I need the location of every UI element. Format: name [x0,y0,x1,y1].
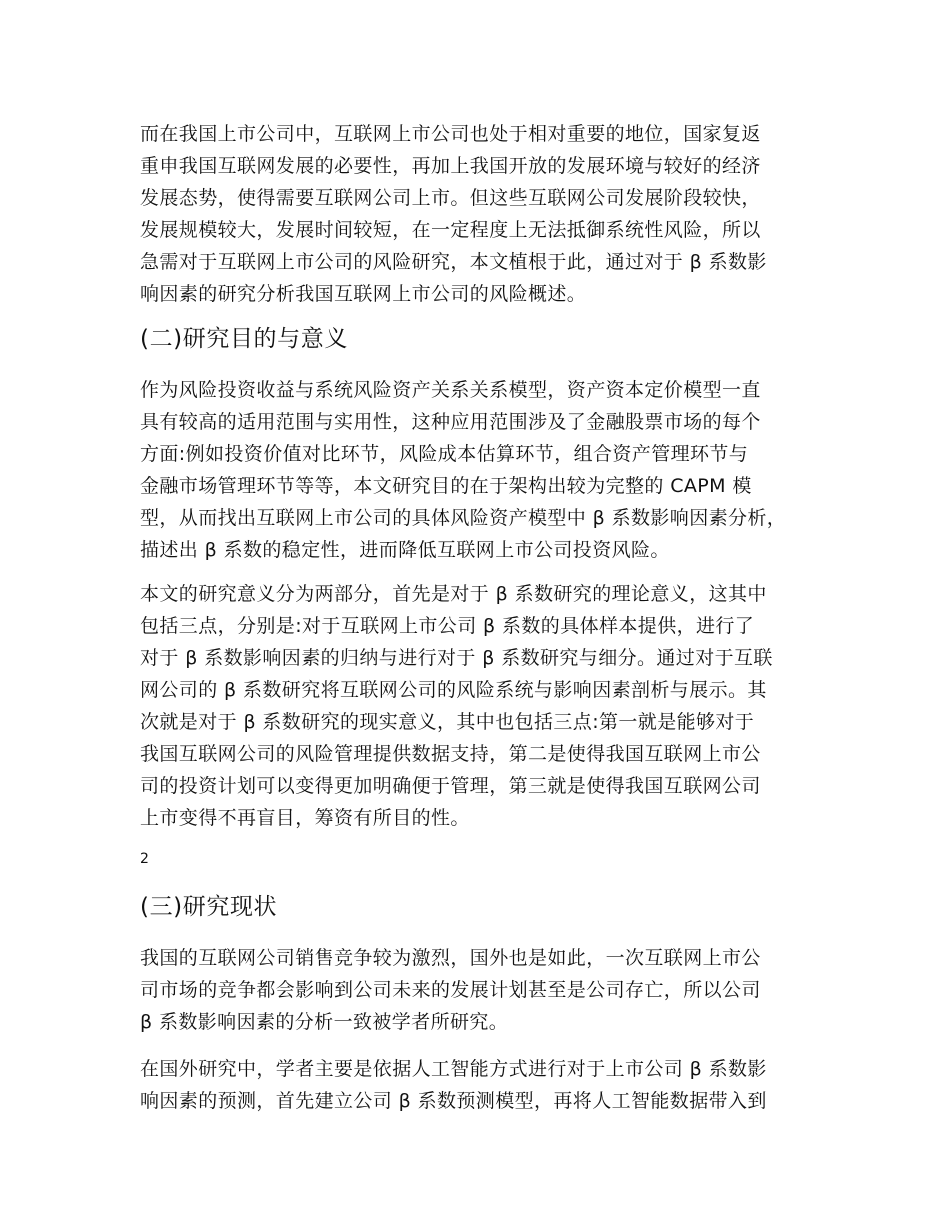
text-line: 响因素的研究分析我国互联网上市公司的风险概述。 [140,283,587,305]
text-line: 我国的互联网公司销售竞争较为激烈，国外也是如此，一次互联网上市公 [140,947,761,969]
text-line: 金融市场管理环节等等，本文研究目的在于架构出较为完整的 CAPM 模 [140,475,752,497]
text-line: 网公司的 β 系数研究将互联网公司的风险系统与影响因素剖析与展示。其 [140,679,767,701]
paragraph-foreign-research [140,1053,840,1117]
paragraph-background-end [140,118,840,310]
text-line: 型，从而找出互联网上市公司的具体风险资产模型中 β 系数影响因素分析， [140,507,787,529]
section-heading-purpose [140,322,840,356]
text-line: 包括三点，分别是:对于互联网上市公司 β 系数的具体样本提供，进行了 [140,615,755,637]
paragraph-domestic-status [140,942,840,1038]
text-line: β 系数影响因素的分析一致被学者所研究。 [140,1011,509,1033]
text-line: 司市场的竞争都会影响到公司未来的发展计划甚至是公司存亡，所以公司 [140,979,761,1001]
text-line: 发展态势，使得需要互联网公司上市。但这些互联网公司发展阶段较快， [140,187,761,209]
text-line: 我国互联网公司的风险管理提供数据支持，第二是使得我国互联网上市公 [140,743,761,765]
text-line: 本文的研究意义分为两部分，首先是对于 β 系数研究的理论意义，这其中 [140,583,767,605]
paragraph-research-significance [140,578,840,834]
text-line: 急需对于互联网上市公司的风险研究，本文植根于此，通过对于 β 系数影 [140,251,767,273]
text-line: 具有较高的适用范围与实用性，这种应用范围涉及了金融股票市场的每个 [140,411,761,433]
text-line: 在国外研究中，学者主要是依据人工智能方式进行对于上市公司 β 系数影 [140,1058,767,1080]
text-line: 司的投资计划可以变得更加明确便于管理，第三就是使得我国互联网公司 [140,775,761,797]
text-line: 次就是对于 β 系数研究的现实意义，其中也包括三点:第一就是能够对于 [140,711,755,733]
section-heading-status [140,890,840,924]
paragraph-research-purpose [140,374,840,566]
text-line: 响因素的预测，首先建立公司 β 系数预测模型，再将人工智能数据带入到 [140,1090,767,1112]
text-line: 描述出 β 系数的稳定性，进而降低互联网上市公司投资风险。 [140,539,670,561]
page-number-text: 2 [140,851,149,867]
text-line: 上市变得不再盲目，筹资有所目的性。 [140,807,470,829]
text-line: 重申我国互联网发展的必要性，再加上我国开放的发展环境与较好的经济 [140,155,761,177]
text-line: 而在我国上市公司中，互联网上市公司也处于相对重要的地位，国家复返 [140,123,761,145]
heading-text: (三)研究现状 [140,894,278,920]
text-line: 方面:例如投资价值对比环节，风险成本估算环节，组合资产管理环节与 [140,443,749,465]
page-number [140,848,840,868]
text-line: 对于 β 系数影响因素的归纳与进行对于 β 系数研究与细分。通过对于互联 [140,647,773,669]
heading-text: (二)研究目的与意义 [140,326,348,352]
text-line: 发展规模较大，发展时间较短，在一定程度上无法抵御系统性风险，所以 [140,219,761,241]
text-line: 作为风险投资收益与系统风险资产关系关系模型，资产资本定价模型一直 [140,379,761,401]
